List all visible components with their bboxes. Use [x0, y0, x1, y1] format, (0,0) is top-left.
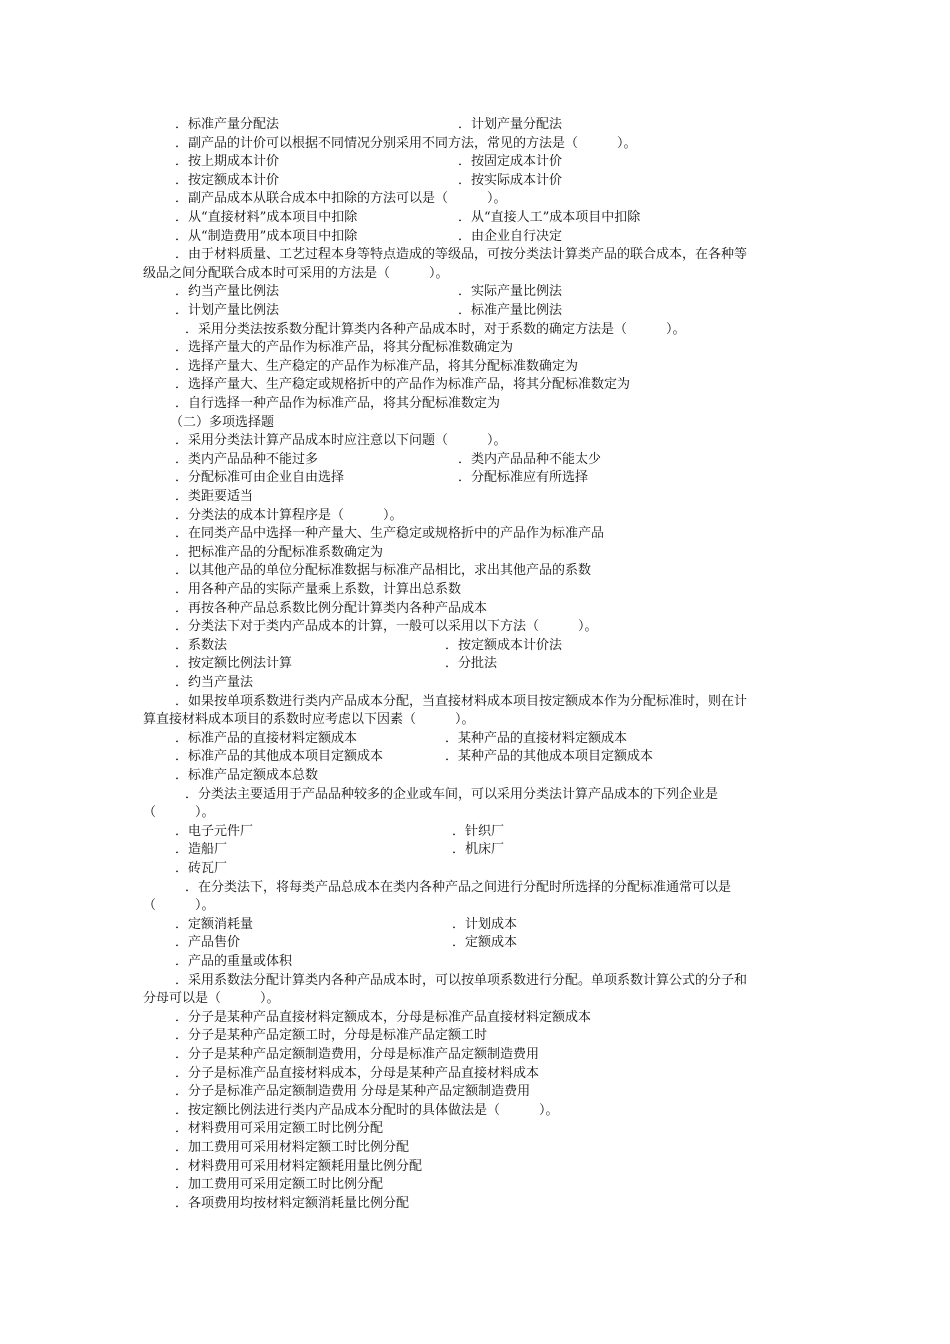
question-text: ．由于材料质量、工艺过程本身等特点造成的等级品，可按分类法计算类产品的联合成本，在各种等	[175, 247, 748, 263]
option-text-right: ．标准产量比例法	[458, 303, 563, 318]
question-text: ．采用分类法计算产品成本时应注意以下问题（ ）。	[175, 433, 507, 449]
option-text: ．各项费用均按材料定额消耗量比例分配	[175, 1195, 410, 1211]
option-text-right: ．定额成本	[452, 935, 518, 951]
text-line	[0, 916, 950, 935]
option-text: ．定额消耗量	[175, 916, 254, 932]
question-text: ．如果按单项系数进行类内产品成本分配，当直接材料成本项目按定额成本作为分配标准时，则在计	[175, 693, 748, 709]
question-text: ．分类法的成本计算程序是（ ）。	[175, 507, 403, 523]
text-line	[0, 1120, 950, 1139]
question-text-continued: （ ）。	[143, 805, 215, 821]
option-text-right: ．实际产量比例法	[458, 284, 563, 300]
text-line	[0, 302, 950, 321]
text-line	[0, 674, 950, 693]
text-line	[0, 693, 950, 712]
text-line	[0, 1139, 950, 1158]
option-text: ．用各种产品的实际产量乘上系数，计算出总系数	[175, 582, 462, 597]
question-text: ．分类法主要适用于产品品种较多的企业或车间，可以采用分类法计算产品成本的下列企业是	[185, 786, 719, 802]
option-text: ．按上期成本计价	[175, 154, 280, 170]
text-line	[0, 934, 950, 953]
option-text-right: ．分配标准应有所选择	[458, 470, 589, 486]
question-text: ．采用系数法分配计算类内各种产品成本时，可以按单项系数进行分配。单项系数计算公式的分子和	[175, 972, 748, 988]
text-line	[0, 990, 950, 1009]
option-text-right: ．类内产品品种不能太少	[458, 451, 602, 467]
text-line	[0, 786, 950, 805]
text-line	[0, 451, 950, 470]
option-text: ．电子元件厂	[175, 823, 254, 839]
text-line	[0, 358, 950, 377]
text-line	[0, 116, 950, 135]
text-line	[0, 655, 950, 674]
option-text: ．标准产品的其他成本项目定额成本	[175, 749, 384, 765]
option-text: ．从“制造费用”成本项目中扣除	[175, 228, 358, 244]
option-text-right: ．由企业自行决定	[458, 228, 563, 244]
text-line	[0, 1158, 950, 1177]
question-text: ．在分类法下，将每类产品总成本在类内各种产品之间进行分配时所选择的分配标准通常可以是	[185, 879, 732, 895]
text-line	[0, 1027, 950, 1046]
question-text-continued: （ ）。	[143, 898, 215, 914]
option-text: ．标准产品定额成本总数	[175, 768, 319, 783]
option-text-right: ．机床厂	[452, 842, 505, 858]
option-text: ．按定额比例法计算	[175, 656, 293, 672]
text-line	[0, 618, 950, 637]
text-line	[0, 432, 950, 451]
option-text: ．再按各种产品总系数比例分配计算类内各种产品成本	[175, 600, 488, 616]
text-line	[0, 804, 950, 823]
text-line	[0, 897, 950, 916]
text-line	[0, 507, 950, 526]
text-line	[0, 265, 950, 284]
option-text: ．分配标准可由企业自由选择	[175, 470, 345, 486]
option-text: ．加工费用可采用定额工时比例分配	[175, 1177, 384, 1193]
option-text-right: ．某种产品的直接材料定额成本	[445, 730, 628, 746]
option-text: ．产品的重量或体积	[175, 954, 293, 969]
text-line	[0, 953, 950, 972]
option-text-right: ．某种产品的其他成本项目定额成本	[445, 749, 654, 765]
option-text: ．产品售价	[175, 935, 241, 951]
text-line	[0, 767, 950, 786]
option-text: ．选择产量大、生产稳定的产品作为标准产品，将其分配标准数确定为	[175, 358, 579, 374]
option-text: ．分子是某种产品定额制造费用，分母是标准产品定额制造费用	[175, 1047, 540, 1062]
text-line	[0, 228, 950, 247]
text-line	[0, 823, 950, 842]
question-text: ．采用分类法按系数分配计算类内各种产品成本时，对于系数的确定方法是（ ）。	[185, 321, 686, 337]
option-text: ．约当产量法	[175, 675, 254, 690]
option-text: ．分子是某种产品定额工时，分母是标准产品定额工时	[175, 1028, 488, 1044]
option-text-right: ．按定额成本计价法	[445, 637, 563, 653]
text-line	[0, 209, 950, 228]
option-text: ．系数法	[175, 637, 228, 653]
section-heading: （二）多项选择题	[170, 414, 275, 430]
text-line	[0, 544, 950, 563]
text-line	[0, 841, 950, 860]
option-text: ．加工费用可采用材料定额工时比例分配	[175, 1140, 410, 1155]
text-line	[0, 600, 950, 619]
option-text: ．约当产量比例法	[175, 284, 280, 300]
text-line	[0, 190, 950, 209]
option-text: ．类内产品品种不能过多	[175, 451, 319, 467]
text-line	[0, 1102, 950, 1121]
option-text: ．自行选择一种产品作为标准产品，将其分配标准数定为	[175, 396, 501, 411]
option-text-right: ．针织厂	[452, 823, 505, 839]
option-text: ．在同类产品中选择一种产量大、生产稳定或规格折中的产品作为标准产品	[175, 526, 605, 542]
option-text: ．以其他产品的单位分配标准数据与标准产品相比，求出其他产品的系数	[175, 563, 592, 579]
option-text: ．分子是标准产品直接材料成本，分母是某种产品直接材料成本	[175, 1065, 540, 1081]
question-text: ．副产品的计价可以根据不同情况分别采用不同方法，常见的方法是（ ）。	[175, 135, 637, 151]
text-line	[0, 414, 950, 433]
option-text: ．标准产品的直接材料定额成本	[175, 730, 358, 746]
option-text: ．材料费用可采用材料定额耗用量比例分配	[175, 1158, 423, 1174]
question-text: ．按定额比例法进行类内产品成本分配时的具体做法是（ ）。	[175, 1102, 559, 1118]
question-text-continued: 算直接材料成本项目的系数时应考虑以下因素（ ）。	[143, 712, 475, 728]
text-line	[0, 972, 950, 991]
question-text-continued: 级品之间分配联合成本时可采用的方法是（ ）。	[143, 265, 449, 281]
option-text-right: ．按固定成本计价	[458, 154, 563, 170]
text-line	[0, 1065, 950, 1084]
option-text-right: ．从“直接人工”成本项目中扣除	[458, 210, 641, 225]
text-line	[0, 730, 950, 749]
option-text: ．分子是某种产品直接材料定额成本，分母是标准产品直接材料定额成本	[175, 1009, 592, 1025]
option-text: ．把标准产品的分配标准系数确定为	[175, 544, 384, 560]
text-line	[0, 711, 950, 730]
question-text: ．副产品成本从联合成本中扣除的方法可以是（ ）。	[175, 191, 507, 207]
text-line	[0, 1083, 950, 1102]
option-text-right: ．计划产量分配法	[458, 117, 563, 132]
option-text: ．从“直接材料”成本项目中扣除	[175, 210, 358, 225]
option-text: ．分子是标准产品定额制造费用 分母是某种产品定额制造费用	[175, 1084, 531, 1100]
option-text: ．造船厂	[175, 842, 228, 858]
option-text-right: ．按实际成本计价	[458, 172, 563, 188]
text-line	[0, 135, 950, 154]
text-line	[0, 283, 950, 302]
option-text: ．材料费用可采用定额工时比例分配	[175, 1121, 384, 1137]
text-line	[0, 1046, 950, 1065]
option-text: ．选择产量大的产品作为标准产品，将其分配标准数确定为	[175, 340, 514, 356]
option-text: ．选择产量大、生产稳定或规格折中的产品作为标准产品，将其分配标准数定为	[175, 377, 631, 393]
text-line	[0, 172, 950, 191]
text-line	[0, 1176, 950, 1195]
option-text-right: ．分批法	[445, 656, 498, 672]
text-line	[0, 748, 950, 767]
text-line	[0, 153, 950, 172]
option-text: ．类距要适当	[175, 489, 254, 504]
text-line	[0, 879, 950, 898]
text-line	[0, 860, 950, 879]
option-text-right: ．计划成本	[452, 916, 518, 932]
text-line	[0, 637, 950, 656]
question-text: ．分类法下对于类内产品成本的计算，一般可以采用以下方法（ ）。	[175, 619, 598, 635]
text-line	[0, 525, 950, 544]
text-line	[0, 562, 950, 581]
text-line	[0, 469, 950, 488]
option-text: ．计划产量比例法	[175, 303, 280, 318]
text-line	[0, 339, 950, 358]
option-text: ．砖瓦厂	[175, 861, 228, 876]
text-line	[0, 581, 950, 600]
text-line	[0, 1195, 950, 1214]
text-line	[0, 321, 950, 340]
text-line	[0, 246, 950, 265]
text-line	[0, 488, 950, 507]
text-line	[0, 395, 950, 414]
option-text: ．按定额成本计价	[175, 172, 280, 188]
text-line	[0, 1009, 950, 1028]
question-text-continued: 分母可以是（ ）。	[143, 991, 280, 1007]
option-text: ．标准产量分配法	[175, 117, 280, 132]
text-line	[0, 376, 950, 395]
